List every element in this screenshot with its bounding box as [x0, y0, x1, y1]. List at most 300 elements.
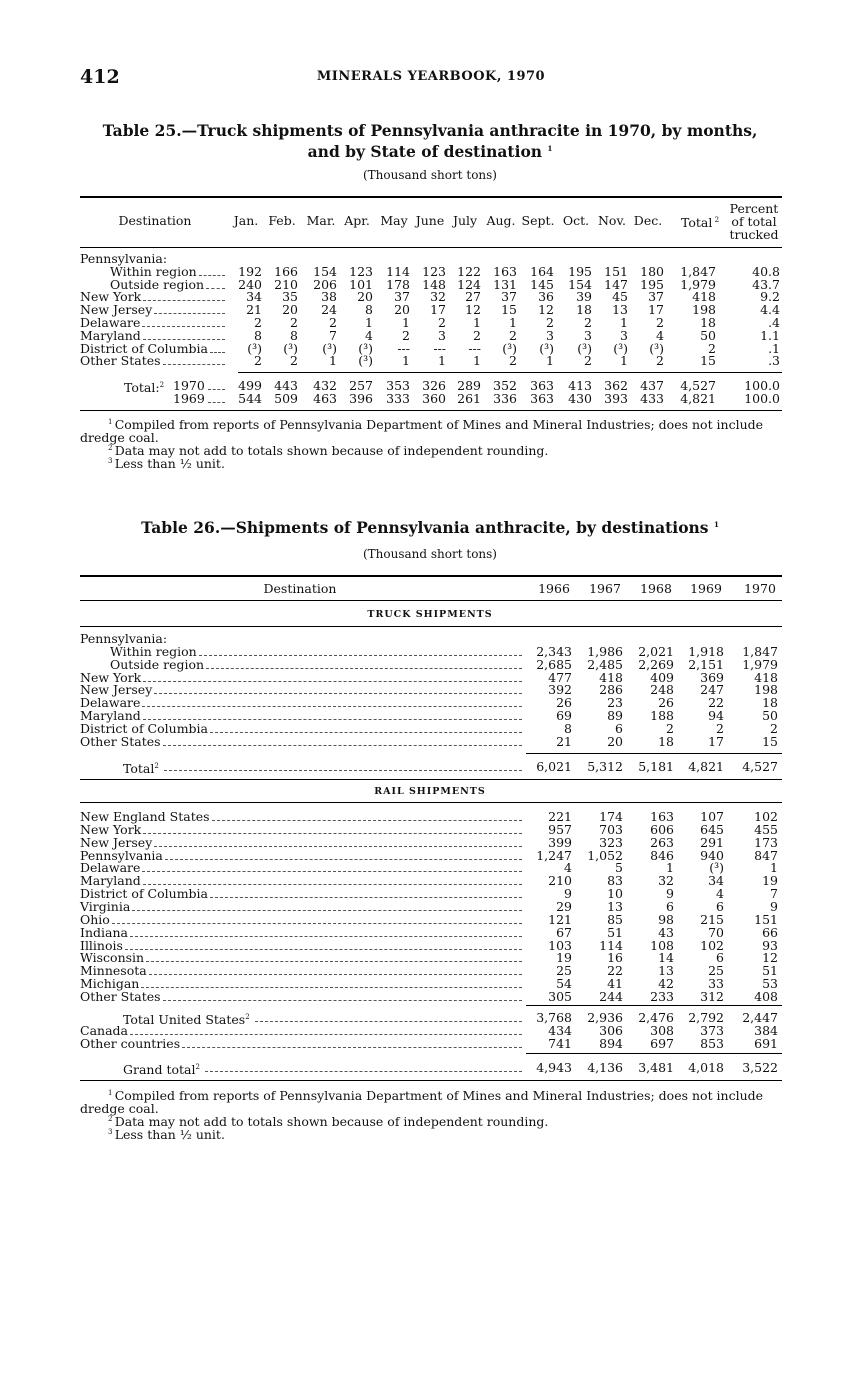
cell-value: 121 [548, 911, 572, 927]
cell-value: 4,821 [688, 759, 724, 774]
row-label: District of Columbia [80, 886, 208, 902]
cell-value: 166 [274, 263, 298, 279]
dot-leader [206, 668, 522, 669]
cell-value: 25 [708, 963, 724, 979]
cell-value: 123 [422, 263, 446, 279]
cell-value: 1 [620, 315, 628, 330]
cell-value: 1,247 [536, 847, 572, 863]
cell-value: 477 [548, 669, 572, 685]
dot-leader [205, 1071, 522, 1072]
cell-value: 2 [656, 315, 664, 330]
cell-value: 2 [473, 327, 481, 343]
cell-value: 2 [290, 353, 298, 369]
page-number: 412 [80, 66, 120, 88]
total-value: 363 [530, 391, 554, 406]
cell-value: 103 [548, 937, 572, 953]
cell-value: 1,052 [587, 847, 623, 863]
cell-value: --- [433, 340, 446, 356]
cell-value: 123 [349, 263, 373, 279]
dot-leader [210, 732, 522, 733]
cell-value: 20 [357, 289, 373, 305]
cell-value: 940 [700, 847, 724, 863]
cell-value: 37 [501, 289, 517, 305]
total-value: 544 [238, 391, 262, 406]
table25-title-note: 1 [547, 144, 553, 153]
total-value: 443 [274, 378, 298, 393]
cell-value: 4,527 [742, 759, 778, 774]
group-label: Pennsylvania: [80, 251, 168, 266]
cell-value: (³) [358, 353, 373, 369]
truck-section-label: TRUCK SHIPMENTS [367, 609, 493, 620]
total-header: Total $^2$ [680, 215, 720, 231]
cell-value: 174 [599, 809, 623, 824]
cell-value: 4 [716, 886, 724, 902]
row-total: 1,979 [680, 276, 716, 292]
cell-value: 22 [607, 963, 623, 979]
total-value: 261 [457, 391, 481, 406]
table25-top-rule [80, 196, 782, 198]
row-label: Ohio [80, 911, 110, 927]
cell-value: 8 [564, 720, 572, 736]
cell-value: 247 [700, 682, 724, 698]
footnote [80, 1126, 782, 1141]
footnote-ref: 2 [712, 216, 720, 224]
cell-value: 3 [620, 327, 628, 343]
footnote-mark: 2 [108, 1115, 115, 1123]
dot-leader [143, 833, 522, 834]
cell-value: (³) [577, 340, 592, 356]
row-percent: 4.4 [760, 302, 780, 318]
cell-value: 20 [607, 733, 623, 749]
table26-top-rule [80, 575, 782, 577]
cell-value: 32 [430, 289, 446, 305]
month-header: Sept. [521, 213, 555, 228]
cell-value: 1 [402, 353, 410, 369]
cell-value: 34 [246, 289, 262, 305]
cell-value: 85 [607, 911, 623, 927]
dot-leader [164, 770, 522, 771]
row-label: Other States [80, 733, 161, 749]
total-value: 437 [640, 378, 664, 393]
row-total: 18 [700, 315, 716, 330]
table26-title [80, 516, 780, 537]
month-header: Jan. [233, 213, 259, 228]
dot-leader [163, 745, 522, 746]
cell-value: 206 [313, 276, 337, 292]
cell-value: 1,986 [587, 643, 623, 659]
table25-bottom-rule [80, 410, 782, 411]
row-label: Delaware [80, 860, 141, 876]
truck-total-label: Total$^2$ [123, 761, 159, 777]
footnote [80, 455, 782, 470]
rail-section-label: RAIL SHIPMENTS [374, 786, 486, 797]
footnote-text: Compiled from reports of Pennsylvania Department of Mines and Mineral Industries; does not include dredge coal. [80, 1088, 764, 1117]
total-value: 433 [640, 391, 664, 406]
cell-value: 107 [700, 809, 724, 824]
total-percent: 100.0 [744, 391, 780, 406]
cell-value: 37 [648, 289, 664, 305]
cell-value: 4 [656, 327, 664, 343]
cell-value: 2 [290, 315, 298, 330]
cell-value: 2 [584, 315, 592, 330]
cell-value: 210 [274, 276, 298, 292]
truck-end-rule [80, 779, 782, 780]
cell-value: 853 [700, 1036, 724, 1051]
table26-header-rule [80, 600, 782, 601]
cell-value: 1 [473, 353, 481, 369]
cell-value: 19 [762, 873, 778, 889]
cell-value: 4 [564, 860, 572, 876]
cell-value: 12 [465, 302, 481, 318]
row-label: New Jersey [80, 834, 153, 850]
footnote-mark: 3 [108, 457, 115, 465]
cell-value: 26 [556, 695, 572, 711]
row-total: 198 [692, 302, 716, 318]
cell-value: 305 [548, 988, 572, 1004]
cell-value: 6 [615, 720, 623, 736]
cell-value: 102 [754, 809, 778, 824]
footnote-ref: 2 [245, 1013, 250, 1021]
table25-total-rule [238, 372, 782, 373]
cell-value: 147 [604, 276, 628, 292]
total-year: 1969 [173, 391, 205, 406]
cell-value: 221 [548, 809, 572, 824]
dot-leader [143, 300, 225, 301]
month-header: May [380, 213, 408, 228]
cell-value: 7 [329, 327, 337, 343]
cell-value: 145 [530, 276, 554, 292]
total-value: 336 [493, 391, 517, 406]
total-label: Total:$^2$ [124, 380, 165, 396]
cell-value: 1 [509, 315, 517, 330]
cell-value: 291 [700, 834, 724, 850]
cell-value: 10 [607, 886, 623, 902]
row-label: Other States [80, 988, 161, 1004]
cell-value: 2 [509, 327, 517, 343]
dot-leader [163, 364, 225, 365]
destination-header: Destination [118, 213, 192, 228]
cell-value: 1 [546, 353, 554, 369]
row-label: New York [80, 669, 142, 685]
cell-value: 198 [754, 682, 778, 698]
cell-value: 32 [658, 873, 674, 889]
cell-value: 108 [650, 937, 674, 953]
year-header: 1970 [744, 581, 776, 596]
table26-title-text: Table 26.—Shipments of Pennsylvania anthracite, by destinations [141, 518, 709, 538]
footnote-text: Compiled from reports of Pennsylvania Department of Mines and Mineral Industries; does not include dredge coal. [80, 417, 764, 446]
cell-value: 703 [599, 821, 623, 837]
cell-value: 741 [548, 1036, 572, 1051]
cell-value: 210 [548, 873, 572, 889]
cell-value: 27 [465, 289, 481, 305]
total-year: 1970 [173, 378, 205, 393]
truck-section-rule [80, 626, 782, 627]
cell-value: 384 [754, 1023, 778, 1038]
cell-value: 306 [599, 1023, 623, 1038]
cell-value: 286 [599, 682, 623, 698]
table25-unit: (Thousand short tons) [362, 168, 497, 182]
total-value: 257 [349, 378, 373, 393]
total-value: 430 [568, 391, 592, 406]
cell-value: 1 [770, 860, 778, 876]
cell-value: 163 [650, 809, 674, 824]
cell-value: 39 [576, 289, 592, 305]
cell-value: 434 [548, 1023, 572, 1038]
row-label: Indiana [80, 924, 128, 940]
row-label: Maryland [80, 708, 141, 724]
cell-value: 691 [754, 1036, 778, 1051]
cell-value: 4,018 [688, 1060, 724, 1075]
cell-value: 33 [708, 976, 724, 992]
month-header: Oct. [562, 213, 590, 228]
year-header: 1968 [640, 581, 672, 596]
destination-header: Destination [263, 581, 337, 596]
cell-value: 7 [770, 886, 778, 902]
cell-value: 3,768 [536, 1010, 572, 1025]
cell-value: 312 [700, 988, 724, 1004]
cell-value: 178 [386, 276, 410, 292]
dot-leader [143, 719, 522, 720]
cell-value: 1,918 [688, 643, 724, 659]
cell-value: 1 [666, 860, 674, 876]
cell-value: 697 [650, 1036, 674, 1051]
cell-value: 4,943 [536, 1060, 572, 1075]
footnote-ref: 2 [195, 1063, 200, 1071]
month-header: June [415, 213, 445, 228]
cell-value: 70 [708, 924, 724, 940]
cell-value: 151 [754, 911, 778, 927]
cell-value: (³) [709, 860, 724, 876]
cell-value: 308 [650, 1023, 674, 1038]
cell-value: 16 [607, 950, 623, 966]
row-label: District of Columbia [80, 340, 208, 356]
dot-leader [154, 313, 225, 314]
row-percent: .1 [768, 340, 780, 356]
cell-value: 13 [612, 302, 628, 318]
cell-value: 21 [556, 733, 572, 749]
cell-value: 22 [708, 695, 724, 711]
cell-value: (³) [358, 340, 373, 356]
cell-value: 13 [658, 963, 674, 979]
cell-value: 34 [708, 873, 724, 889]
cell-value: 164 [530, 263, 554, 279]
row-total: 2 [708, 340, 716, 356]
cell-value: 19 [556, 950, 572, 966]
total-value: 362 [604, 378, 628, 393]
cell-value: 51 [762, 963, 778, 979]
cell-value: 148 [422, 276, 446, 292]
cell-value: 2 [438, 315, 446, 330]
cell-value: 69 [556, 708, 572, 724]
row-label: Canada [80, 1023, 128, 1038]
cell-value: 94 [708, 708, 724, 724]
cell-value: 89 [607, 708, 623, 724]
row-label: Other countries [80, 1036, 181, 1051]
cell-value: 215 [700, 911, 724, 927]
total-value: 289 [457, 378, 481, 393]
cell-value: 9 [564, 886, 572, 902]
month-header: Feb. [268, 213, 296, 228]
cell-value: 1 [438, 353, 446, 369]
cell-value: 17 [648, 302, 664, 318]
cell-value: 3 [438, 327, 446, 343]
total-value: 353 [386, 378, 410, 393]
total-total: 4,527 [680, 378, 716, 393]
cell-value: 20 [282, 302, 298, 318]
total-us-label: Total United States$^2$ [123, 1012, 250, 1028]
cell-value: 25 [556, 963, 572, 979]
cell-value: 6 [716, 950, 724, 966]
cell-value: 2 [666, 720, 674, 736]
cell-value: 131 [493, 276, 517, 292]
row-total: 1,847 [680, 263, 716, 279]
cell-value: 43 [658, 924, 674, 940]
cell-value: 6 [716, 898, 724, 914]
cell-value: 3,522 [742, 1060, 778, 1075]
cell-value: 35 [282, 289, 298, 305]
cell-value: 894 [599, 1036, 623, 1051]
cell-value: 180 [640, 263, 664, 279]
cell-value: (³) [247, 340, 262, 356]
cell-value: 102 [700, 937, 724, 953]
cell-value: 42 [658, 976, 674, 992]
cell-value: 2 [402, 327, 410, 343]
cell-value: 122 [457, 263, 481, 279]
cell-value: 23 [607, 695, 623, 711]
cell-value: 9 [666, 886, 674, 902]
cell-value: 8 [365, 302, 373, 318]
footnote [80, 416, 782, 444]
cell-value: 18 [576, 302, 592, 318]
cell-value: 114 [386, 263, 410, 279]
dot-leader [154, 693, 522, 694]
total-value: 333 [386, 391, 410, 406]
row-label: New Jersey [80, 682, 153, 698]
cell-value: 3 [584, 327, 592, 343]
row-label: Within region [110, 643, 197, 659]
cell-value: 847 [754, 847, 778, 863]
percent-header: Percent [729, 201, 779, 216]
cell-value: 409 [650, 669, 674, 685]
row-percent: .4 [768, 315, 780, 330]
dot-leader [125, 949, 522, 950]
row-percent: 43.7 [752, 276, 780, 292]
row-percent: .3 [768, 353, 780, 369]
dot-leader [143, 681, 522, 682]
cell-value: 4 [365, 327, 373, 343]
month-header: Apr. [344, 213, 370, 228]
row-label: Other States [80, 353, 161, 369]
dot-leader [199, 655, 522, 656]
total-value: 393 [604, 391, 628, 406]
cell-value: 5,181 [638, 759, 674, 774]
cell-value: 846 [650, 847, 674, 863]
cell-value: 38 [321, 289, 337, 305]
running-head: MINERALS YEARBOOK, 1970 [316, 69, 546, 84]
row-label: District of Columbia [80, 720, 208, 736]
cell-value: 18 [762, 695, 778, 711]
cell-value: 163 [493, 263, 517, 279]
footnote-ref: 2 [154, 762, 159, 770]
dot-leader [146, 961, 522, 962]
cell-value: 373 [700, 1023, 724, 1038]
cell-value: 14 [658, 950, 674, 966]
row-label: Outside region [110, 276, 205, 292]
row-total: 418 [692, 289, 716, 305]
cell-value: 2 [254, 315, 262, 330]
cell-value: 45 [612, 289, 628, 305]
dot-leader [143, 339, 225, 340]
cell-value: 455 [754, 821, 778, 837]
cell-value: 2,447 [742, 1010, 778, 1025]
dot-leader [165, 859, 522, 860]
total-value: 499 [238, 378, 262, 393]
cell-value: 8 [254, 327, 262, 343]
row-percent: 1.1 [760, 327, 780, 343]
cell-value: 1 [473, 315, 481, 330]
cell-value: (³) [502, 340, 517, 356]
cell-value: 8 [290, 327, 298, 343]
row-label: Outside region [110, 656, 205, 672]
row-label: New Jersey [80, 302, 153, 318]
cell-value: 18 [658, 733, 674, 749]
footnote-text: Data may not add to totals shown because of independent rounding. [114, 443, 549, 459]
cell-value: 418 [599, 669, 623, 685]
cell-value: 151 [604, 263, 628, 279]
row-label: Within region [110, 263, 197, 279]
dot-leader [142, 326, 225, 327]
cell-value: 154 [313, 263, 337, 279]
cell-value: 606 [650, 821, 674, 837]
cell-value: 408 [754, 988, 778, 1004]
footnote-mark: 1 [108, 1089, 115, 1097]
row-label: Delaware [80, 695, 141, 711]
row-total: 15 [700, 353, 716, 369]
cell-value: (³) [322, 340, 337, 356]
truck-subtotal-rule [526, 753, 782, 754]
cell-value: 1 [402, 315, 410, 330]
cell-value: 173 [754, 834, 778, 850]
cell-value: 2,269 [638, 656, 674, 672]
dot-leader [143, 884, 522, 885]
total-value: 413 [568, 378, 592, 393]
cell-value: 67 [556, 924, 572, 940]
cell-value: 101 [349, 276, 373, 292]
dot-leader [163, 1000, 522, 1001]
cell-value: 9 [770, 898, 778, 914]
dot-leader [212, 820, 522, 821]
cell-value: (³) [613, 340, 628, 356]
footnote-text: Less than ½ unit. [114, 456, 225, 472]
cell-value: 51 [607, 924, 623, 940]
cell-value: 17 [708, 733, 724, 749]
row-label: Wisconsin [80, 950, 145, 966]
cell-value: 2 [509, 353, 517, 369]
cell-value: 15 [762, 733, 778, 749]
total-value: 396 [349, 391, 373, 406]
cell-value: --- [468, 340, 481, 356]
cell-value: 369 [700, 669, 724, 685]
total-total: 4,821 [680, 391, 716, 406]
cell-value: (³) [539, 340, 554, 356]
month-header: Dec. [633, 213, 663, 228]
row-total: 50 [700, 327, 716, 343]
footnote [80, 1087, 782, 1115]
row-label: New York [80, 289, 142, 305]
year-header: 1969 [690, 581, 722, 596]
cell-value: 41 [607, 976, 623, 992]
cell-value: 12 [762, 950, 778, 966]
